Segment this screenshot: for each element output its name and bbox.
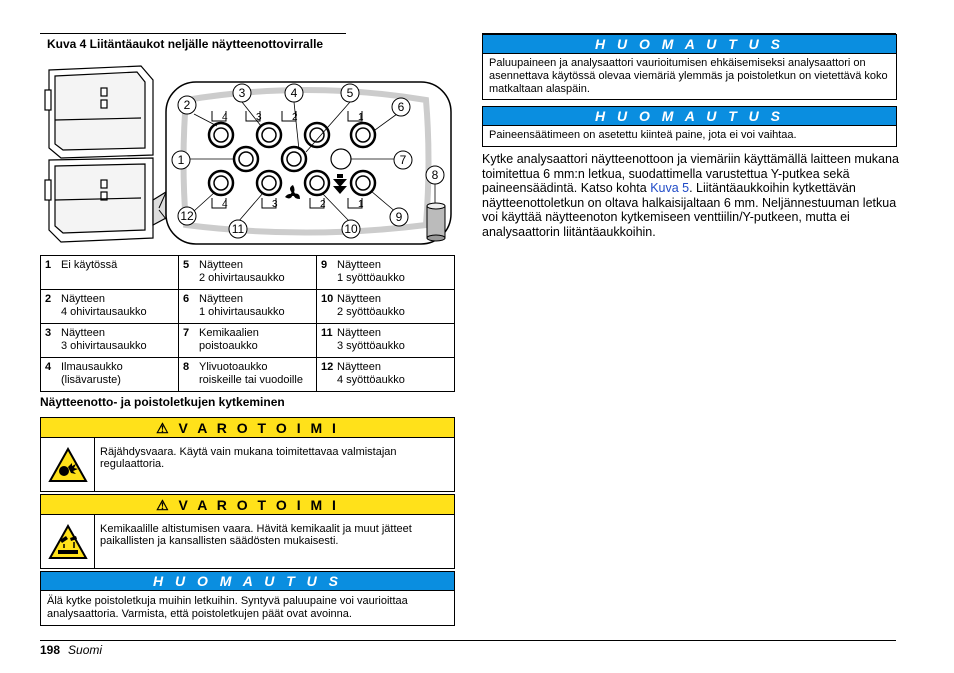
explosion-icon [41,438,95,491]
legend-number: 11 [321,327,333,339]
callout-6 [392,98,410,116]
port-label-bottom-3: 3 [272,199,278,210]
notice-header: H U O M A U T U S [483,107,896,126]
legend-description: Näytteen 2 ohivirtausaukko [199,259,285,284]
callout-2 [178,96,196,114]
svg-text:4: 4 [290,86,298,100]
overflow-fitting [427,203,445,241]
port-label-bottom-1: 1 [358,199,364,210]
legend-description: Kemikaalien poistoaukko [199,327,259,352]
legend-description: Näytteen 4 ohivirtausaukko [61,293,147,318]
callout-12 [178,207,196,225]
notice-text: Paineensäätimeen on asetettu kiinteä paine, jota ei voi vaihtaa. [489,129,797,141]
legend-description: Näytteen 2 syöttöaukko [337,293,405,318]
notice-box-backpressure [482,34,897,100]
notice-text: Paluupaineen ja analysaattori vaurioitumisen ehkäisemiseksi analysaattori on asennettava käytössä olevaa viemäriä ylemmäs ja poistoletkun on vietettävä koko matkaltaan alaspäin. [489,57,888,95]
footer-rule [40,640,896,641]
legend-number: 2 [45,293,52,305]
port-6 [351,123,375,147]
port-5 [282,147,306,171]
legend-description: Ilmausaukko (lisävaruste) [61,361,123,386]
port-label-bottom-4: 4 [222,199,228,210]
callout-7 [394,151,412,169]
port-12 [209,171,233,195]
callout-10 [342,220,360,238]
svg-text:11: 11 [231,222,245,236]
port-10 [305,171,329,195]
legend-cell [179,324,317,358]
section-title: Näytteenotto- ja poistoletkujen kytkeminen [40,395,285,409]
svg-text:6: 6 [397,100,405,114]
callout-3 [233,84,251,102]
legend-number: 1 [45,259,52,271]
legend-number: 10 [321,293,334,305]
svg-text:3: 3 [238,86,246,100]
port-7 [331,149,351,169]
legend-cell [41,256,179,290]
legend-description: Näytteen 3 ohivirtausaukko [61,327,147,352]
legend-cell [179,290,317,324]
notice-header: H U O M A U T U S [483,35,896,54]
warning-header: ⚠ V A R O T O I M I [41,495,454,515]
port-label-top-4: 4 [222,112,228,123]
legend-row [41,324,455,358]
legend-number: 9 [321,259,328,271]
figure-legend-table [40,255,455,392]
legend-cell [41,290,179,324]
legend-cell [317,256,455,290]
figure-link[interactable]: Kuva 5 [650,181,690,195]
warning-box-explosion [40,417,455,492]
legend-description: Ei käytössä [61,259,118,271]
warning-triangle-icon: ⚠ [156,497,172,513]
svg-text:2: 2 [183,98,191,112]
legend-number: 5 [183,259,190,271]
legend-row [41,358,455,392]
port-11 [257,171,281,195]
legend-description: Näytteen 1 ohivirtausaukko [199,293,285,318]
port-label-top-2: 2 [292,112,298,123]
callout-9 [390,208,408,226]
legend-number: 6 [183,293,190,305]
notice-box-pressure [482,106,897,147]
svg-text:10: 10 [344,222,358,236]
svg-text:1: 1 [177,153,185,167]
legend-row [41,256,455,290]
warning-text: Räjähdysvaara. Käytä vain mukana toimitettavaa valmistajan regulaattoria. [100,446,397,470]
svg-text:9: 9 [395,210,403,224]
legend-number: 4 [45,361,52,373]
top-rule-left [40,33,346,34]
warning-box-chemical [40,494,455,569]
analyzer-illustration [45,66,166,242]
svg-text:12: 12 [180,209,194,223]
legend-cell [179,358,317,392]
port-1 [234,147,258,171]
legend-description: Ylivuotoaukko roiskeille tai vuodoille [199,361,303,386]
callout-4 [285,84,303,102]
port-label-top-3: 3 [256,112,262,123]
footer-language: Suomi [68,643,103,657]
svg-text:8: 8 [431,168,439,182]
legend-cell [317,358,455,392]
warning-triangle-icon: ⚠ [156,420,172,436]
port-2 [209,123,233,147]
legend-description: Näytteen 1 syöttöaukko [337,259,405,284]
corrosive-icon [41,515,95,568]
callout-8 [426,166,444,184]
warning-header: ⚠ V A R O T O I M I [41,418,454,438]
port-label-top-1: 1 [358,112,364,123]
legend-cell [317,290,455,324]
legend-number: 7 [183,327,190,339]
callout-11 [229,220,247,238]
legend-description: Näytteen 3 syöttöaukko [337,327,405,352]
legend-number: 8 [183,361,190,373]
port-3 [257,123,281,147]
callout-5 [341,84,359,102]
port-4 [305,123,329,147]
notice-header: H U O M A U T U S [41,572,454,591]
notice-box-drain [40,571,455,626]
warning-text: Kemikaalille altistumisen vaara. Hävitä kemikaalit ja muut jätteet paikallisten ja kansallisten säädösten mukaisesti. [100,523,412,547]
legend-description: Näytteen 4 syöttöaukko [337,361,405,386]
port-label-bottom-2: 2 [320,199,326,210]
legend-cell [179,256,317,290]
svg-text:5: 5 [346,86,354,100]
legend-number: 3 [45,327,52,339]
instruction-paragraph: Kytke analysaattori näytteenottoon ja viemäriin käyttämällä laitteen mukana toimitettua 6 mm:n letkua, suodattimella varustettua Y-putkea sekä paineensäädintä. Katso kohta Kuva 5. Liitäntäaukkoihin kytkettävän näytteenottoletkun on oltava halkaisijaltaan 6 mm. Neljännestuuman letkua voi käyttää näytteenoton kytkemiseen venttiilin/Y-putkeen, mutta ei analysaattorin liitäntäaukkoihin. [482,152,899,239]
page-footer [40,643,102,657]
page-number: 198 [40,643,61,657]
legend-cell [317,324,455,358]
legend-number: 12 [321,361,334,373]
legend-cell [41,324,179,358]
connection-ports-figure [41,60,456,252]
svg-text:7: 7 [399,153,407,167]
legend-row [41,290,455,324]
figure-caption: Kuva 4 Liitäntäaukot neljälle näytteenottovirralle [47,37,324,51]
legend-cell [41,358,179,392]
callout-1 [172,151,190,169]
notice-text: Älä kytke poistoletkuja muihin letkuihin. Syntyvä paluupaine voi vaurioittaa analysaattoria. Varmista, että poistoletkujen päät ovat avoinna. [47,595,408,620]
